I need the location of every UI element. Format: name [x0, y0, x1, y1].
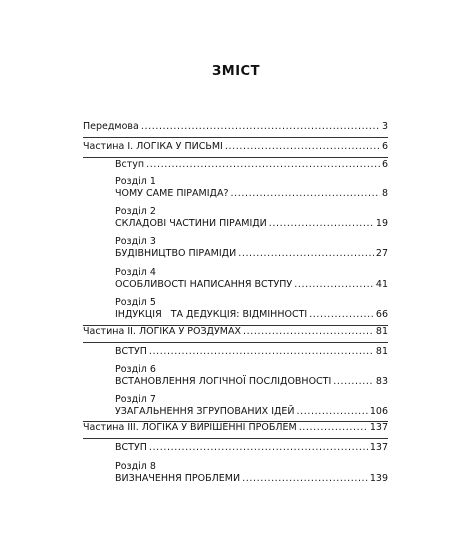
- divider: [83, 342, 388, 343]
- dot-leader: [299, 421, 368, 435]
- chapter-label: Розділ 6: [115, 364, 156, 375]
- chapter-label: Розділ 1: [115, 176, 156, 187]
- toc-entry-text: ВСТУП: [115, 442, 147, 453]
- toc-entry-chapter-5[interactable]: [115, 308, 388, 322]
- toc-page-number: 137: [369, 422, 388, 433]
- dot-leader: [238, 247, 374, 261]
- toc-entry-chapter-4[interactable]: [115, 278, 388, 292]
- toc-entry-text: Частина І. ЛОГІКА У ПИСЬМІ: [83, 141, 223, 152]
- toc-entry-intro-3[interactable]: [115, 441, 388, 455]
- dot-leader: [309, 308, 374, 322]
- toc-entry-text: УЗАГАЛЬНЕННЯ ЗГРУПОВАНИХ ІДЕЙ: [115, 406, 295, 417]
- toc-entry-chapter-1[interactable]: [115, 187, 388, 201]
- toc-page-number: 81: [375, 346, 388, 357]
- dot-leader: [269, 217, 374, 231]
- dot-leader: [333, 375, 374, 389]
- chapter-label: Розділ 3: [115, 236, 156, 247]
- toc-page-number: 81: [375, 326, 388, 337]
- toc-page-number: 6: [381, 159, 388, 170]
- toc-entry-chapter-7[interactable]: [115, 405, 388, 419]
- toc-entry-text: ОСОБЛИВОСТІ НАПИСАННЯ ВСТУПУ: [115, 279, 293, 290]
- toc-entry-intro-2[interactable]: [115, 345, 388, 359]
- toc-entry-text: ІНДУКЦІЯ ТА ДЕДУКЦІЯ: ВІДМІННОСТІ: [115, 309, 308, 320]
- toc-page-number: 139: [369, 473, 388, 484]
- toc-page-number: 19: [375, 218, 388, 229]
- toc-entry-part-1[interactable]: [83, 140, 388, 154]
- toc-entry-text: Частина ІІІ. ЛОГІКА У ВИРІШЕННІ ПРОБЛЕМ: [83, 422, 297, 433]
- toc-entry-text: ВСТАНОВЛЕННЯ ЛОГІЧНОЇ ПОСЛІДОВНОСТІ: [115, 376, 332, 387]
- toc-entry-text: Частина ІІ. ЛОГІКА У РОЗДУМАХ: [83, 326, 241, 337]
- toc-page-number: 6: [381, 141, 388, 152]
- toc-entry-text: ВИЗНАЧЕННЯ ПРОБЛЕМИ: [115, 473, 241, 484]
- dot-leader: [294, 278, 374, 292]
- dot-leader: [141, 120, 380, 134]
- chapter-label: Розділ 4: [115, 267, 156, 278]
- toc-page-number: 27: [375, 248, 388, 259]
- toc-entry-chapter-2[interactable]: [115, 217, 388, 231]
- toc-entry-part-3[interactable]: [83, 421, 388, 435]
- toc-page-number: 137: [369, 442, 388, 453]
- toc-entry-text: ЧОМУ САМЕ ПІРАМІДА?: [115, 188, 229, 199]
- toc-entry-intro-1[interactable]: [115, 158, 388, 172]
- dot-leader: [225, 140, 380, 154]
- toc-entry-text: ВСТУП: [115, 346, 147, 357]
- toc-entry-part-2[interactable]: [83, 325, 388, 339]
- toc-entry-chapter-6[interactable]: [115, 375, 388, 389]
- toc-page-number: 66: [375, 309, 388, 320]
- divider: [83, 438, 388, 439]
- dot-leader: [149, 345, 374, 359]
- toc-entry-chapter-3[interactable]: [115, 247, 388, 261]
- toc-entry-text: БУДІВНИЦТВО ПІРАМІДИ: [115, 248, 237, 259]
- toc-entry-text: Вступ: [115, 159, 145, 170]
- page-title: ЗМІСТ: [212, 64, 260, 79]
- toc-page-number: 106: [369, 406, 388, 417]
- dot-leader: [242, 472, 368, 486]
- toc-entry-text: СКЛАДОВІ ЧАСТИНИ ПІРАМІДИ: [115, 218, 267, 229]
- toc-page-number: 41: [375, 279, 388, 290]
- dot-leader: [230, 187, 379, 201]
- chapter-label: Розділ 7: [115, 394, 156, 405]
- divider: [83, 137, 388, 138]
- chapter-label: Розділ 2: [115, 206, 156, 217]
- toc-entry-chapter-8[interactable]: [115, 472, 388, 486]
- dot-leader: [146, 158, 380, 172]
- toc-page-number: 3: [381, 121, 388, 132]
- dot-leader: [297, 405, 368, 419]
- toc-entry-text: Передмова: [83, 121, 139, 132]
- chapter-label: Розділ 5: [115, 297, 156, 308]
- chapter-label: Розділ 8: [115, 461, 156, 472]
- dot-leader: [243, 325, 374, 339]
- toc-entry-preface[interactable]: [83, 120, 388, 134]
- toc-page-number: 83: [375, 376, 388, 387]
- dot-leader: [149, 441, 368, 455]
- toc-page-number: 8: [381, 188, 388, 199]
